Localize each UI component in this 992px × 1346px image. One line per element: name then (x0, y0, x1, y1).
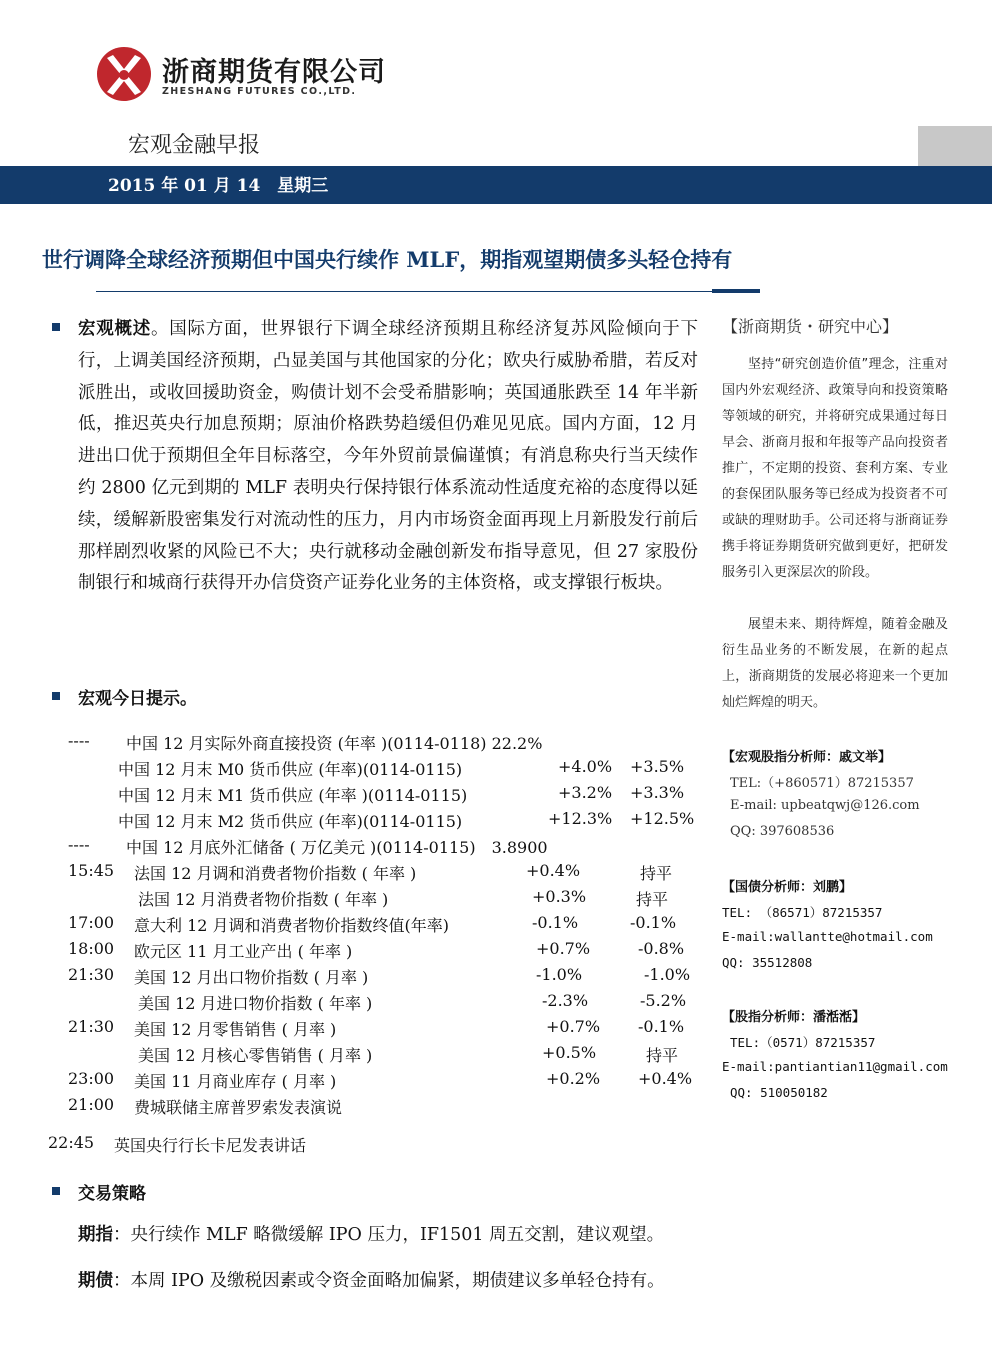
strategy-bonds (78, 1266, 700, 1297)
calendar-time: 18:00 (68, 939, 115, 958)
calendar-forecast: +3.3% (630, 783, 685, 802)
calendar-forecast: +12.5% (630, 809, 695, 828)
calendar-event: 中国 12 月底外汇储备 ( 万亿美元 )(0114-0115) 3.8900 (126, 838, 548, 857)
strategy-heading: 交易策略 (78, 1184, 146, 1204)
analyst-tel: TEL:（+860571）87215357 (730, 776, 914, 791)
analyst-qq: QQ: 510050182 (730, 1085, 828, 1100)
calendar-time: 22:45 (48, 1133, 95, 1152)
calendar-event: 中国 12 月末 M0 货币供应 (年率)(0114-0115) (118, 760, 463, 779)
calendar-event: 费城联储主席普罗索发表演说 (134, 1098, 343, 1117)
report-title: 宏观金融早报 (128, 133, 261, 158)
calendar-forecast: 持平 (640, 864, 673, 883)
calendar-time: 21:30 (68, 965, 115, 984)
calendar-time: 15:45 (68, 861, 115, 880)
analyst-title: 【股指分析师：潘湉湉】 (722, 1010, 866, 1025)
calendar-forecast: 持平 (636, 890, 669, 909)
futures-label: 期指 (78, 1225, 113, 1245)
calendar-time: ---- (68, 835, 90, 854)
calendar-prev: +0.5% (542, 1043, 597, 1062)
calendar-forecast: -0.1% (630, 913, 677, 932)
calendar-prev: +0.2% (546, 1069, 601, 1088)
calendar-prev: +0.7% (546, 1017, 601, 1036)
calendar-prev: +0.4% (526, 861, 581, 880)
calendar-prev: +0.7% (536, 939, 591, 958)
calendar-heading: 宏观今日提示。 (78, 689, 197, 709)
calendar-forecast: -1.0% (644, 965, 691, 984)
company-logo-icon (96, 46, 152, 102)
calendar-event: 英国央行行长卡尼发表讲话 (114, 1136, 307, 1155)
headline-rule-accent (712, 289, 760, 293)
overview-text: 。国际方面，世界银行下调全球经济预期且称经济复苏风险倾向于下行，上调美国经济预期，凸显美国与其他国家的分化；欧央行威胁希腊，若反对派胜出，或收回援助资金，购债计划不会受希腊影响；英国通胀跌至 14 年半新低，推迟英央行加息预期；原油价格跌势趋缓但仍难见见底。国内方面，12 月进出口优于预期但全年目标落空，今年外贸前景偏谨慎；有消息称央行当天续作约 2800 亿元到期的 MLF 表明央行保持银行体系流动性适度充裕的态度得以延续，缓解新股密集发行对流动性的压力，月内市场资金面再现上月新股发行前后那样剧烈收紧的风险已不大；央行就移动金融创新发布指导意见，但 27 家股份制银行和城商行获得开办信贷资产证券化业务的主体资格，或支撑银行板块。 (78, 319, 698, 594)
calendar-forecast: 持平 (646, 1046, 679, 1065)
calendar-forecast: -0.8% (638, 939, 685, 958)
calendar-event: 法国 12 月调和消费者物价指数 ( 年率 ) (134, 864, 417, 883)
calendar-time: 17:00 (68, 913, 115, 932)
analyst-title: 【宏观股指分析师：戚文举】 (722, 750, 892, 765)
bullet-square-icon (52, 1187, 60, 1195)
sidebar-outlook: 展望未来、期待辉煌，随着金融及衍生品业务的不断发展，在新的起点上，浙商期货的发展必将迎来一个更加灿烂辉煌的明天。 (722, 617, 948, 710)
calendar-event: 法国 12 月消费者物价指数 ( 年率 ) (138, 890, 389, 909)
header-gray-block (918, 126, 992, 166)
headline: 世行调降全球经济预期但中国央行续作 MLF，期指观望期债多头轻仓持有 (42, 247, 733, 272)
analyst-email[interactable]: E-mail:pantiantian11@gmail.com (722, 1059, 948, 1074)
sidebar-heading: 【浙商期货・研究中心】 (722, 317, 899, 336)
calendar-event: 中国 12 月末 M2 货币供应 (年率)(0114-0115) (118, 812, 463, 831)
calendar-prev: +4.0% (558, 757, 613, 776)
analyst-tel: TEL:（0571）87215357 (730, 1035, 876, 1050)
calendar-forecast: +3.5% (630, 757, 685, 776)
calendar-prev: -1.0% (536, 965, 583, 984)
calendar-time: 23:00 (68, 1069, 115, 1088)
bullet-square-icon (52, 692, 60, 700)
calendar-event: 美国 12 月核心零售销售 ( 月率 ) (138, 1046, 373, 1065)
bonds-text: ：本周 IPO 及缴税因素或令资金面略加偏紧，期债建议多单轻仓持有。 (113, 1271, 665, 1291)
headline-rule (96, 291, 760, 292)
calendar-event: 美国 11 月商业库存 ( 月率 ) (134, 1072, 337, 1091)
overview-paragraph (78, 314, 698, 600)
sidebar-intro: 坚持“研究创造价值”理念，注重对国内外宏观经济、政策导向和投资策略等领域的研究，并将研究成果通过每日早会、浙商月报和年报等产品向投资者推广，不定期的投资、套利方案、专业的套保团队服务等已经成为投资者不可或缺的理财助手。公司还将与浙商证券携手将证券期货研究做到更好，把研发服务引入更深层次的阶段。 (722, 357, 948, 580)
analyst-email[interactable]: E-mail: upbeatqwj@126.com (730, 798, 920, 813)
overview-label: 宏观概述 (78, 319, 152, 339)
calendar-time: 21:30 (68, 1017, 115, 1036)
analyst-tel: TEL: （86571）87215357 (722, 905, 883, 920)
calendar-event: 意大利 12 月调和消费者物价指数终值(年率) (134, 916, 450, 935)
calendar-event: 美国 12 月出口物价指数 ( 月率 ) (134, 968, 369, 987)
strategy-futures (78, 1220, 700, 1251)
calendar-prev: +12.3% (548, 809, 613, 828)
calendar-forecast: +0.4% (638, 1069, 693, 1088)
analyst-email[interactable]: E-mail:wallantte@hotmail.com (722, 929, 933, 944)
bullet-square-icon (52, 323, 60, 331)
analyst-title: 【国债分析师：刘鹏】 (722, 880, 853, 895)
report-date: 2015 年 01 月 14 星期三 (108, 176, 329, 196)
calendar-event: 中国 12 月实际外商直接投资 (年率 )(0114-0118) 22.2% (126, 734, 543, 753)
futures-text: ：央行续作 MLF 略微缓解 IPO 压力，IF1501 周五交割，建议观望。 (113, 1225, 665, 1245)
calendar-prev: -0.1% (532, 913, 579, 932)
calendar-forecast: -5.2% (640, 991, 687, 1010)
analyst-qq: QQ: 397608536 (730, 824, 835, 839)
calendar-time: ---- (68, 731, 90, 750)
calendar-event: 欧元区 11 月工业产出 ( 年率 ) (134, 942, 353, 961)
calendar-prev: +3.2% (558, 783, 613, 802)
calendar-forecast: -0.1% (638, 1017, 685, 1036)
calendar-time: 21:00 (68, 1095, 115, 1114)
calendar-event: 美国 12 月零售销售 ( 月率 ) (134, 1020, 337, 1039)
company-name-cn: 浙商期货有限公司 (162, 57, 386, 88)
company-name-en: ZHESHANG FUTURES CO.,LTD. (162, 86, 357, 97)
calendar-event: 美国 12 月进口物价指数 ( 年率 ) (138, 994, 373, 1013)
analyst-qq: QQ: 35512808 (722, 955, 813, 970)
calendar-prev: -2.3% (542, 991, 589, 1010)
calendar-prev: +0.3% (532, 887, 587, 906)
calendar-event: 中国 12 月末 M1 货币供应 (年率 )(0114-0115) (118, 786, 468, 805)
bonds-label: 期债 (78, 1271, 113, 1291)
